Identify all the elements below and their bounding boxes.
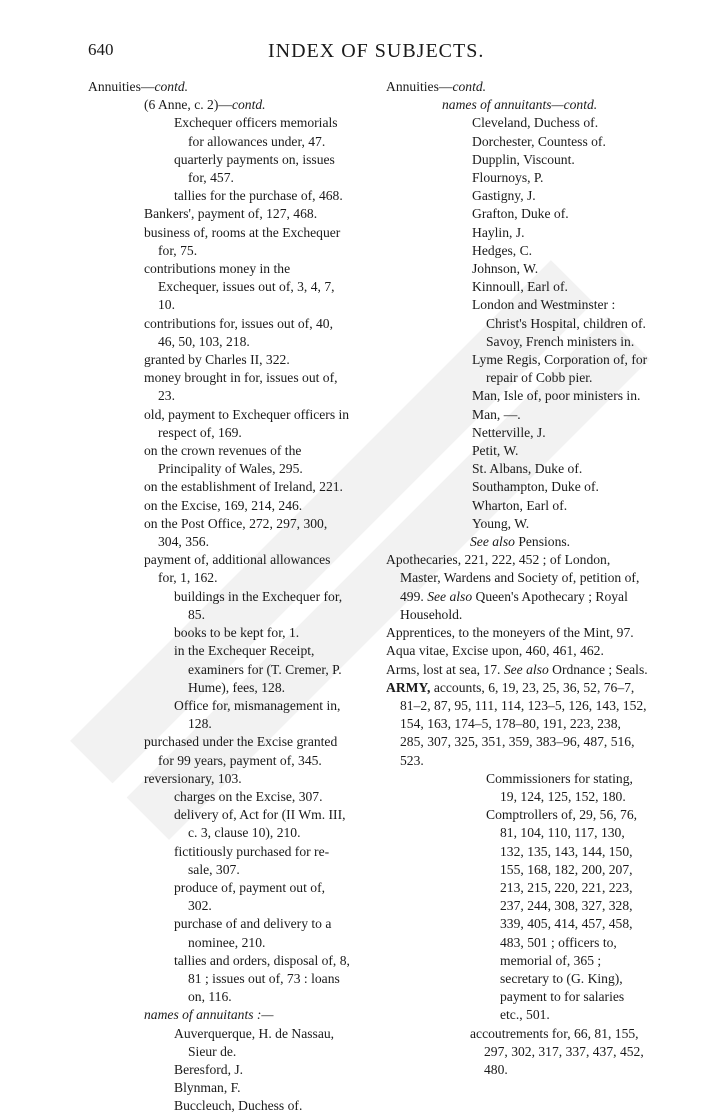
entry-text: payment of, additional allowances for, 1, 162. <box>144 552 331 586</box>
entry-text: accoutrements for, 66, 81, 155, 297, 302, 317, 337, 437, 452, 480. <box>470 1025 644 1077</box>
entry-text: contributions money in the Exchequer, issues out of, 3, 4, 7, 10. <box>144 261 335 313</box>
see-also-target: Queen's Apothecary ; Royal Household. <box>400 588 628 622</box>
index-entry <box>88 497 350 515</box>
entry-text: tallies and orders, disposal of, 8, 81 ; issues out of, 73 : loans on, 116. <box>174 952 350 1005</box>
index-entry <box>88 879 350 915</box>
entry-text: buildings in the Exchequer for, 85. <box>174 588 343 622</box>
index-entry <box>386 333 648 351</box>
entry-text: granted by Charles II, 322. <box>144 352 290 368</box>
index-entry <box>386 260 648 278</box>
entry-text: Annuities— <box>386 79 453 94</box>
index-entry <box>88 406 350 442</box>
entry-text: reversionary, 103. <box>144 770 242 786</box>
index-entry <box>386 1025 648 1080</box>
entry-text: delivery of, Act for (II Wm. III, c. 3, clause 10), 210. <box>174 807 346 841</box>
entry-text: Lyme Regis, Corporation of, for repair of Cobb pier. <box>472 352 648 386</box>
index-entry <box>386 806 648 1024</box>
index-entry <box>386 770 648 806</box>
index-entry <box>88 697 350 733</box>
index-entry <box>88 915 350 951</box>
index-entry <box>386 679 648 770</box>
entry-text: contributions for, issues out of, 40, 46, 50, 103, 218. <box>144 315 333 349</box>
index-entry <box>386 478 648 496</box>
entry-text: Flournoys, P. <box>472 170 544 186</box>
index-entry <box>386 169 648 187</box>
index-entry <box>88 788 350 806</box>
page-number: 640 <box>88 40 114 59</box>
entry-text: Aqua vitae, Excise upon, 460, 461, 462. <box>386 643 604 659</box>
entry-text: Dupplin, Viscount. <box>472 151 575 167</box>
page-header <box>88 40 648 68</box>
entry-text: Haylin, J. <box>472 224 525 240</box>
index-entry <box>88 224 350 260</box>
entry-text: quarterly payments on, issues for, 457. <box>174 151 335 186</box>
index-entry <box>88 1079 350 1097</box>
index-entry <box>88 806 350 842</box>
index-entry <box>386 515 648 533</box>
see-also-target: Ordnance ; Seals. <box>548 661 648 677</box>
entry-text: Annuities— <box>88 79 155 94</box>
index-entry <box>88 843 350 879</box>
index-entry <box>386 278 648 296</box>
entry-text: Wharton, Earl of. <box>472 497 568 513</box>
entry-text: Commissioners for stating, 19, 124, 125, 152, 180. <box>486 770 633 804</box>
index-entry <box>88 733 350 769</box>
entry-text: St. Albans, Duke of. <box>472 461 583 477</box>
entry-text: Arms, lost at sea, 17. <box>386 661 501 677</box>
entry-text: books to be kept for, 1. <box>174 625 300 641</box>
index-entry <box>88 187 350 205</box>
entry-text: Exchequer officers memorials for allowances under, 47. <box>174 115 338 149</box>
index-entry <box>386 406 648 424</box>
index-entry <box>88 260 350 315</box>
entry-text: Petit, W. <box>472 443 519 459</box>
entry-text: Buccleuch, Duchess of. <box>174 1098 303 1114</box>
index-entry <box>386 187 648 205</box>
index-entry <box>386 96 648 114</box>
entry-text: (6 Anne, c. 2)— <box>144 97 232 113</box>
index-entry <box>88 151 350 187</box>
index-entry <box>386 151 648 169</box>
entry-text: London and Westminster : <box>472 297 616 313</box>
see-also-label: See also <box>470 534 515 550</box>
entry-text: on the Post Office, 272, 297, 300, 304, 356. <box>144 515 328 550</box>
index-entry <box>386 133 648 151</box>
index-entry <box>386 424 648 442</box>
index-entry <box>88 1025 350 1061</box>
see-also-label: See also <box>427 588 473 604</box>
entry-text: Christ's Hospital, children of. <box>486 315 646 331</box>
index-entry <box>88 642 350 697</box>
index-entry <box>386 533 648 551</box>
entry-text: Netterville, J. <box>472 424 546 440</box>
index-entry <box>88 588 350 624</box>
entry-text: Comptrollers of, 29, 56, 76, 81, 104, 110, 117, 130, 132, 135, 143, 144, 150, 155, 168, 182, 200, 207, 213, 215, 220, 221, 223, 237, 244, 308, 327, 328, 339, 405, 414, 457, 458, 483, 501 ; officers to, memorial of, 365 ; secretary to (G. King), payment to for salaries etc., 501. <box>486 807 638 1023</box>
index-entry <box>386 624 648 642</box>
entry-text: on the crown revenues of the Principality of Wales, 295. <box>144 443 303 477</box>
entry-italic: contd. <box>231 97 266 113</box>
entry-text: Johnson, W. <box>472 261 539 277</box>
entry-text: Kinnoull, Earl of. <box>472 279 568 295</box>
entry-text: Southampton, Duke of. <box>472 479 599 495</box>
index-entry <box>386 442 648 460</box>
index-entry <box>88 369 350 405</box>
right-column <box>386 78 648 1079</box>
index-entry <box>386 351 648 387</box>
entry-text: Beresford, J. <box>174 1061 244 1077</box>
entry-italic: contd. <box>452 79 487 94</box>
index-entry <box>88 551 350 587</box>
entry-text: accounts, 6, 19, 23, 25, 36, 52, 76–7, 81–2, 87, 95, 111, 114, 123–5, 126, 143, 152, 154, 163, 174–5, 178–80, 191, 223, 238, 285, 307, 325, 351, 359, 383–96, 487, 516, 523. <box>400 679 647 768</box>
index-entry <box>88 1006 350 1024</box>
entry-text: Man, —. <box>472 406 521 422</box>
entry-text: Auverquerque, H. de Nassau, Sieur de. <box>174 1025 335 1059</box>
index-entry <box>386 205 648 223</box>
entry-text: Young, W. <box>472 515 530 531</box>
entry-text: Cleveland, Duchess of. <box>472 115 599 131</box>
entry-text: fictitiously purchased for re-sale, 307. <box>174 843 330 877</box>
index-entry <box>386 387 648 405</box>
entry-text: Apothecaries, 221, 222, 452 ; of London, Master, Wardens and Society of, petition of, 499. <box>386 552 640 604</box>
entry-text: charges on the Excise, 307. <box>174 788 323 804</box>
index-entry <box>88 515 350 551</box>
see-also-label: See also <box>503 661 549 677</box>
index-entry <box>88 952 350 1007</box>
index-entry <box>88 624 350 642</box>
entry-text: money brought in for, issues out of, 23. <box>144 370 338 404</box>
index-entry <box>88 315 350 351</box>
entry-text: old, payment to Exchequer officers in respect of, 169. <box>144 406 350 440</box>
index-entry <box>88 478 350 496</box>
entry-text: in the Exchequer Receipt, examiners for (T. Cremer, P. Hume), fees, 128. <box>174 643 342 695</box>
entry-text: purchase of and delivery to a nominee, 210. <box>174 916 332 950</box>
index-entry <box>88 1061 350 1079</box>
entry-text: Grafton, Duke of. <box>472 206 569 222</box>
index-entry <box>386 642 648 660</box>
index-entry <box>88 770 350 788</box>
entry-text: tallies for the purchase of, 468. <box>174 188 343 204</box>
entry-italic: contd. <box>154 79 189 94</box>
index-entry <box>386 114 648 132</box>
index-entry <box>386 551 648 624</box>
entry-italic: names of annuitants—contd. <box>442 97 598 113</box>
entry-text: Blynman, F. <box>174 1080 241 1096</box>
entry-text: purchased under the Excise granted for 99 years, payment of, 345. <box>144 734 338 768</box>
entry-text: Apprentices, to the moneyers of the Mint, 97. <box>386 625 634 641</box>
entry-text: Hedges, C. <box>472 242 533 258</box>
index-entry <box>88 114 350 150</box>
index-entry <box>88 1097 350 1115</box>
entry-text: produce of, payment out of, 302. <box>174 879 325 914</box>
entry-text: on the Excise, 169, 214, 246. <box>144 497 303 513</box>
left-column <box>88 78 350 1116</box>
index-entry <box>386 78 648 96</box>
entry-italic: names of annuitants :— <box>144 1007 274 1023</box>
running-title: INDEX OF SUBJECTS. <box>268 40 485 62</box>
index-entry <box>386 242 648 260</box>
index-entry <box>88 442 350 478</box>
entry-text: Gastigny, J. <box>472 188 536 204</box>
index-entry <box>88 205 350 223</box>
entry-text: Pensions. <box>514 534 571 550</box>
entry-text: Man, Isle of, poor ministers in. <box>472 388 641 404</box>
entry-heading: ARMY, <box>386 679 431 695</box>
index-entry <box>386 497 648 515</box>
entry-text: Dorchester, Countess of. <box>472 133 606 149</box>
entry-text: Bankers', payment of, 127, 468. <box>144 206 318 222</box>
index-entry <box>88 96 350 114</box>
entry-text: on the establishment of Ireland, 221. <box>144 479 343 495</box>
index-entry <box>386 224 648 242</box>
index-entry <box>386 661 648 679</box>
index-entry <box>386 296 648 314</box>
index-entry <box>386 315 648 333</box>
index-entry <box>386 460 648 478</box>
entry-text: business of, rooms at the Exchequer for, 75. <box>144 224 341 258</box>
index-entry <box>88 351 350 369</box>
entry-text: Savoy, French ministers in. <box>486 333 635 349</box>
entry-text: Office for, mismanagement in, 128. <box>174 697 341 732</box>
index-entry <box>88 78 350 96</box>
